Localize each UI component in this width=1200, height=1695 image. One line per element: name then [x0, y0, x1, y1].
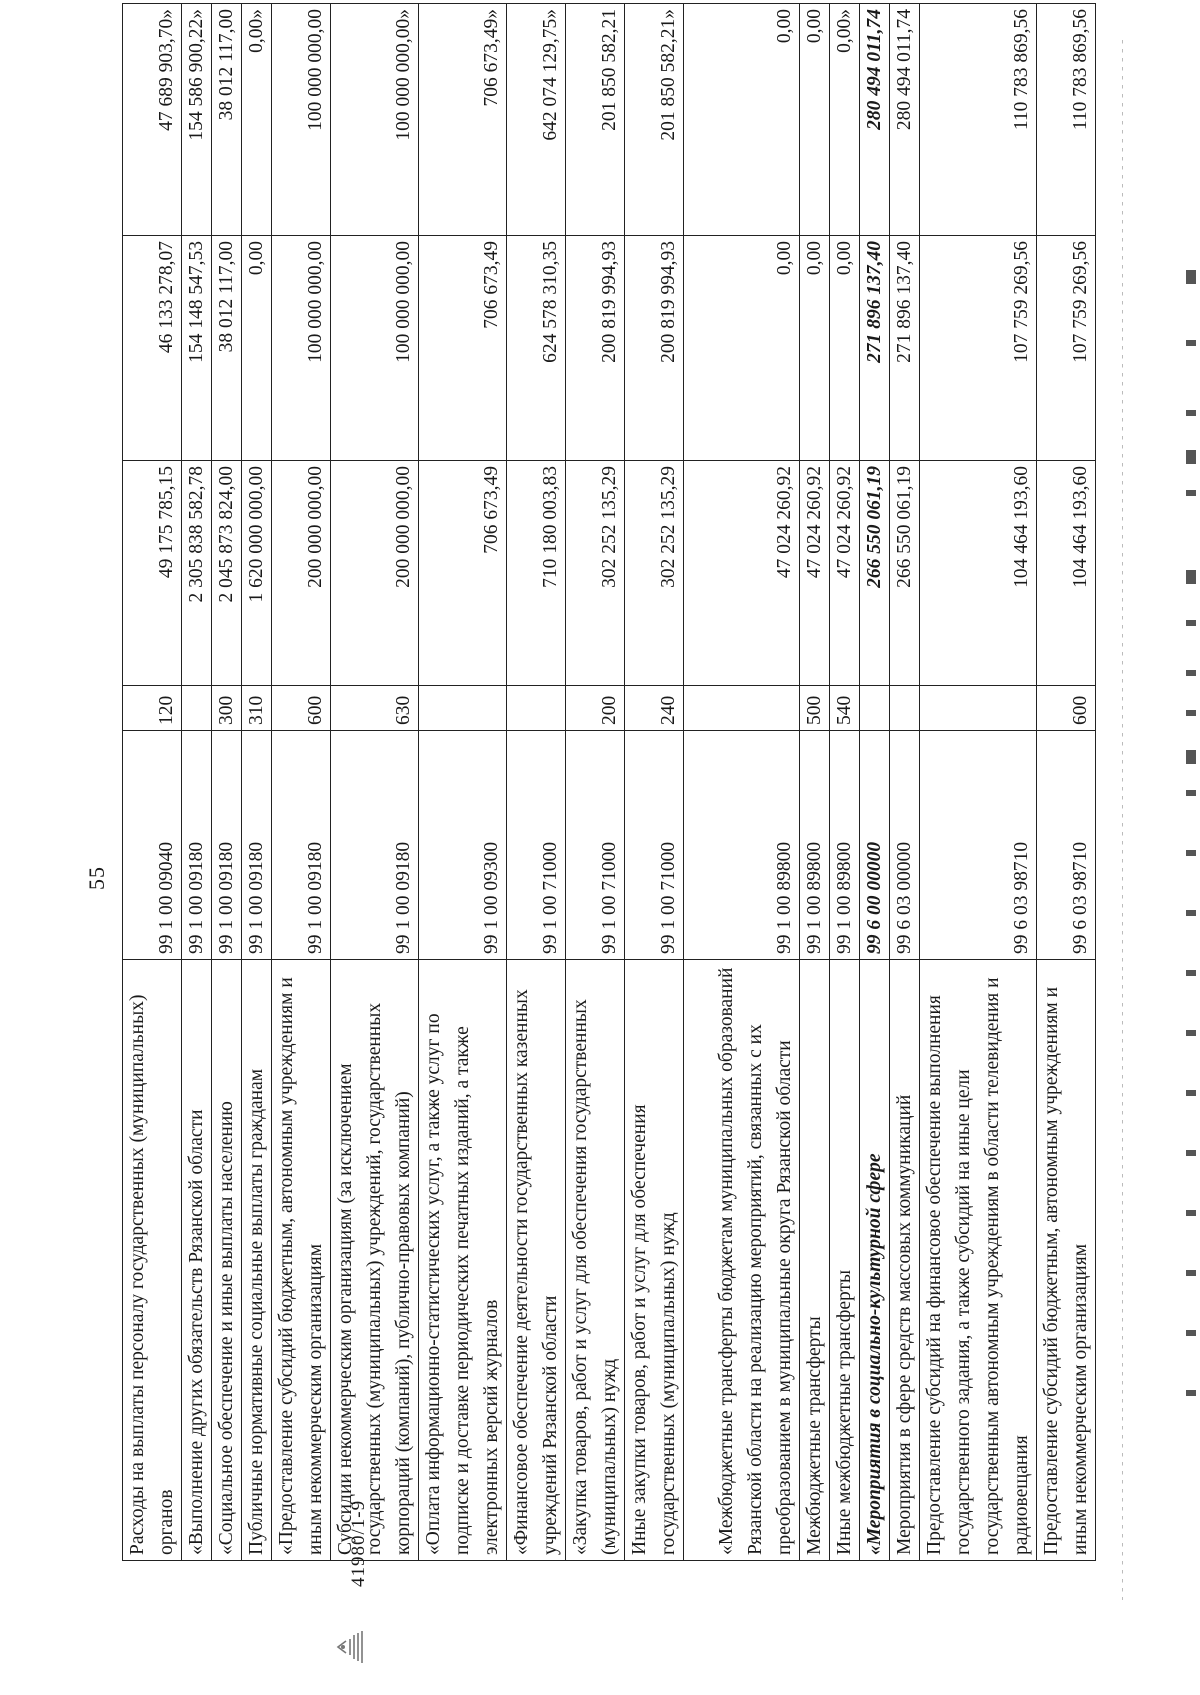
row-amount-year2: 38 012 117,00	[212, 236, 242, 461]
row-expense-type: 600	[1037, 686, 1096, 731]
row-code: 99 1 00 09180	[182, 731, 212, 960]
row-amount-year3: 706 673,49»	[419, 4, 507, 236]
table-row	[890, 4, 920, 1561]
row-expense-type	[507, 686, 566, 731]
row-amount-year3: 0,00	[800, 4, 830, 236]
table-row	[625, 4, 684, 1561]
row-amount-year1: 710 180 003,83	[507, 461, 566, 686]
row-code: 99 1 00 09180	[242, 731, 272, 960]
row-expense-type: 600	[272, 686, 331, 731]
row-name: «Предоставление субсидий бюджетным, автономным учреждениям и иным некоммерческим организациям	[272, 960, 331, 1561]
budget-table	[122, 3, 1096, 1561]
table-row	[830, 4, 860, 1561]
row-name: Иные межбюджетные трансферты	[830, 960, 860, 1561]
row-amount-year2: 706 673,49	[419, 236, 507, 461]
row-expense-type	[920, 686, 1037, 731]
table-row	[419, 4, 507, 1561]
table-row	[1037, 4, 1096, 1561]
row-expense-type	[182, 686, 212, 731]
row-name: Расходы на выплаты персоналу государственных (муниципальных) органов	[123, 960, 182, 1561]
row-amount-year2: 624 578 310,35	[507, 236, 566, 461]
table-row	[242, 4, 272, 1561]
row-amount-year2: 107 759 269,56	[920, 236, 1037, 461]
row-amount-year3: 0,00»	[830, 4, 860, 236]
row-amount-year3: 154 586 900,22»	[182, 4, 212, 236]
table-row	[182, 4, 212, 1561]
row-amount-year1: 266 550 061,19	[890, 461, 920, 686]
row-amount-year2: 0,00	[830, 236, 860, 461]
row-amount-year3: 110 783 869,56	[920, 4, 1037, 236]
row-code: 99 1 00 89800	[684, 731, 800, 960]
row-amount-year1: 104 464 193,60	[1037, 461, 1096, 686]
row-amount-year2: 200 819 994,93	[625, 236, 684, 461]
row-amount-year1: 200 000 000,00	[331, 461, 419, 686]
page-number: 55	[84, 866, 109, 890]
row-amount-year2: 271 896 137,40	[890, 236, 920, 461]
row-amount-year1: 1 620 000 000,00	[242, 461, 272, 686]
row-amount-year1: 266 550 061,19	[860, 461, 890, 686]
row-name: Мероприятия в сфере средств массовых коммуникаций	[890, 960, 920, 1561]
table-row	[212, 4, 242, 1561]
row-code: 99 1 00 71000	[566, 731, 625, 960]
row-expense-type	[684, 686, 800, 731]
row-amount-year3: 100 000 000,00»	[331, 4, 419, 236]
row-amount-year1: 302 252 135,29	[566, 461, 625, 686]
row-amount-year3: 38 012 117,00	[212, 4, 242, 236]
row-code: 99 1 00 09180	[331, 731, 419, 960]
row-amount-year1: 49 175 785,15	[123, 461, 182, 686]
row-amount-year2: 100 000 000,00	[331, 236, 419, 461]
row-expense-type: 240	[625, 686, 684, 731]
row-code: 99 1 00 89800	[800, 731, 830, 960]
row-code: 99 6 03 98710	[920, 731, 1037, 960]
row-code: 99 1 00 71000	[507, 731, 566, 960]
row-expense-type: 310	[242, 686, 272, 731]
row-amount-year3: 47 689 903,70»	[123, 4, 182, 236]
row-amount-year2: 0,00	[800, 236, 830, 461]
row-expense-type: 300	[212, 686, 242, 731]
row-amount-year3: 100 000 000,00	[272, 4, 331, 236]
row-expense-type: 630	[331, 686, 419, 731]
row-expense-type	[860, 686, 890, 731]
table-row	[920, 4, 1037, 1561]
row-amount-year2: 100 000 000,00	[272, 236, 331, 461]
row-code: 99 6 00 00000	[860, 731, 890, 960]
table-row	[272, 4, 331, 1561]
row-amount-year2: 46 133 278,07	[123, 236, 182, 461]
row-amount-year1: 302 252 135,29	[625, 461, 684, 686]
row-amount-year2: 200 819 994,93	[566, 236, 625, 461]
row-code: 99 6 03 98710	[1037, 731, 1096, 960]
row-amount-year1: 2 045 873 824,00	[212, 461, 242, 686]
table-row	[800, 4, 830, 1561]
row-expense-type: 200	[566, 686, 625, 731]
row-name: «Мероприятия в социально-культурной сфере	[860, 960, 890, 1561]
row-amount-year2: 271 896 137,40	[860, 236, 890, 461]
row-name: Иные закупки товаров, работ и услуг для обеспечения государственных (муниципальных) нужд	[625, 960, 684, 1561]
row-code: 99 1 00 09300	[419, 731, 507, 960]
row-code: 99 1 00 89800	[830, 731, 860, 960]
row-name: Публичные нормативные социальные выплаты гражданам	[242, 960, 272, 1561]
row-name: Субсидии некоммерческим организациям (за исключением государственных (муниципальных) учреждений, государственных корпораций (компаний), публично-правовых компаний)	[331, 960, 419, 1561]
row-amount-year1: 47 024 260,92	[800, 461, 830, 686]
row-name: «Финансовое обеспечение деятельности государственных казенных учреждений Рязанской области	[507, 960, 566, 1561]
row-expense-type: 500	[800, 686, 830, 731]
row-amount-year2: 107 759 269,56	[1037, 236, 1096, 461]
row-code: 99 1 00 09040	[123, 731, 182, 960]
row-code: 99 1 00 09180	[272, 731, 331, 960]
row-amount-year3: 110 783 869,56	[1037, 4, 1096, 236]
row-amount-year3: 201 850 582,21»	[625, 4, 684, 236]
row-amount-year1: 2 305 838 582,78	[182, 461, 212, 686]
row-amount-year3: 642 074 129,75»	[507, 4, 566, 236]
stamp-logo-icon	[334, 1627, 366, 1667]
table-row	[860, 4, 890, 1561]
row-expense-type	[419, 686, 507, 731]
row-name: Предоставление субсидий на финансовое обеспечение выполнения государственного задания, а также субсидий на иные цели государственным автономным учреждениям в области телевидения и радиовещания	[920, 960, 1037, 1561]
table-row	[123, 4, 182, 1561]
row-code: 99 1 00 09180	[212, 731, 242, 960]
row-amount-year3: 280 494 011,74	[890, 4, 920, 236]
row-name: «Выполнение других обязательств Рязанской области	[182, 960, 212, 1561]
row-amount-year1: 104 464 193,60	[920, 461, 1037, 686]
row-code: 99 6 03 00000	[890, 731, 920, 960]
row-name: «Оплата информационно-статистических услуг, а также услуг по подписке и доставке периодических печатных изданий, а также электронных версий журналов	[419, 960, 507, 1561]
document-code: 41980/1-9	[348, 1499, 369, 1587]
row-amount-year1: 200 000 000,00	[272, 461, 331, 686]
row-expense-type	[890, 686, 920, 731]
row-expense-type: 120	[123, 686, 182, 731]
row-name: «Закупка товаров, работ и услуг для обеспечения государственных (муниципальных) нужд	[566, 960, 625, 1561]
table-row	[507, 4, 566, 1561]
row-amount-year1: 47 024 260,92	[830, 461, 860, 686]
row-amount-year3: 0,00»	[242, 4, 272, 236]
row-amount-year3: 0,00	[684, 4, 800, 236]
row-name: «Межбюджетные трансферты бюджетам муниципальных образований Рязанской области на реализацию мероприятий, связанных с их преобразованием в муниципальные округа Рязанской области	[684, 960, 800, 1561]
table-row	[684, 4, 800, 1561]
row-amount-year2: 0,00	[684, 236, 800, 461]
row-amount-year2: 154 148 547,53	[182, 236, 212, 461]
table-row	[331, 4, 419, 1561]
row-name: «Социальное обеспечение и иные выплаты населению	[212, 960, 242, 1561]
row-amount-year3: 280 494 011,74	[860, 4, 890, 236]
row-amount-year1: 47 024 260,92	[684, 461, 800, 686]
row-name: Предоставление субсидий бюджетным, автономным учреждениям и иным некоммерческим организациям	[1037, 960, 1096, 1561]
row-amount-year1: 706 673,49	[419, 461, 507, 686]
table-row	[566, 4, 625, 1561]
row-expense-type: 540	[830, 686, 860, 731]
row-code: 99 1 00 71000	[625, 731, 684, 960]
row-amount-year2: 0,00	[242, 236, 272, 461]
row-name: Межбюджетные трансферты	[800, 960, 830, 1561]
row-amount-year3: 201 850 582,21	[566, 4, 625, 236]
